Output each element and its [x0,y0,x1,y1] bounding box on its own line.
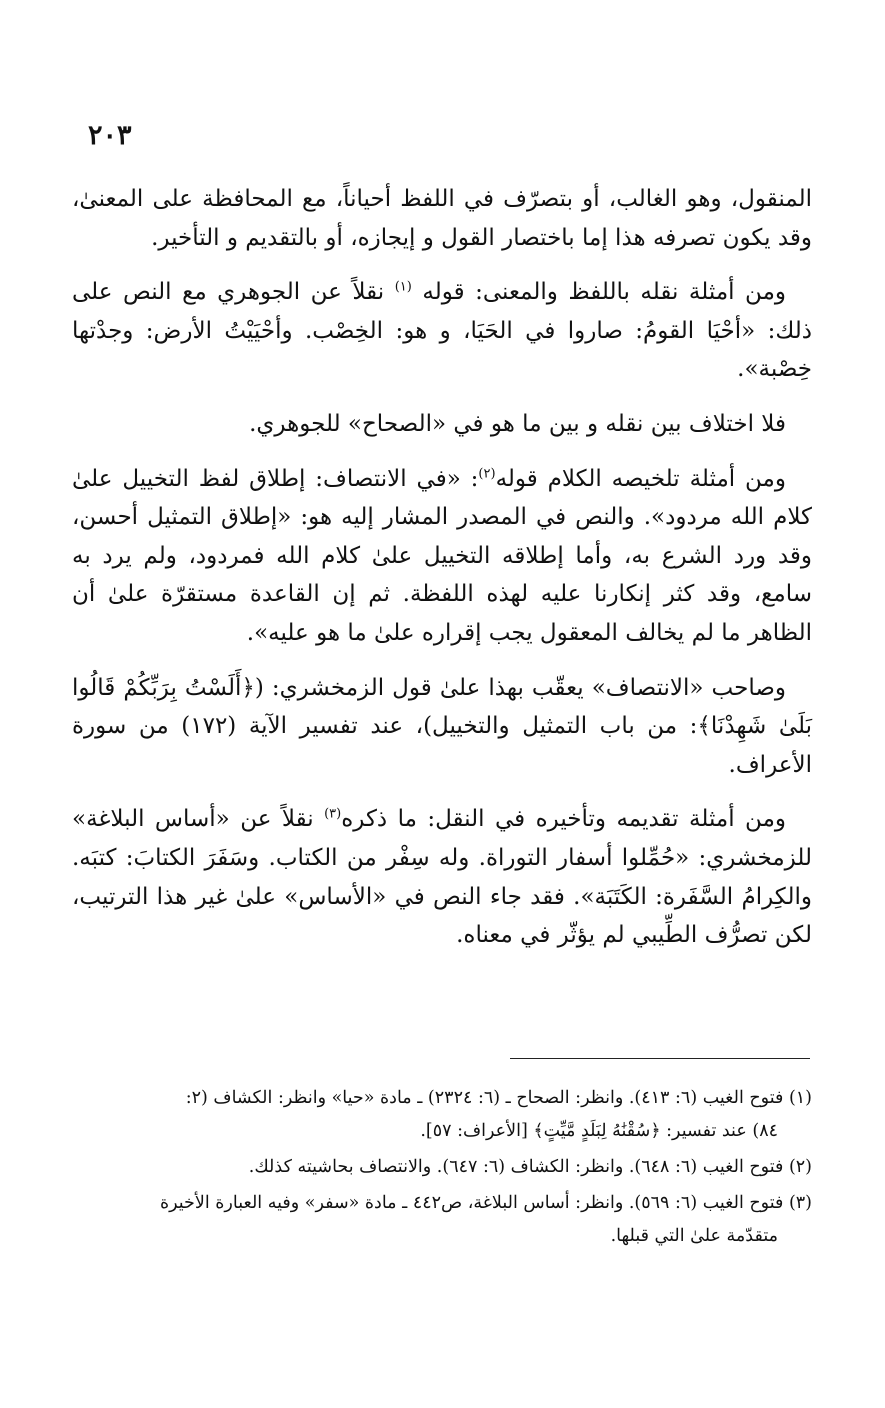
footnote-2 [72,1151,812,1184]
paragraph-5: وصاحب «الانتصاف» يعقّب بهذا علىٰ قول الزمخشري: (﴿أَلَسْتُ بِرَبِّكُمْ قَالُوا بَلَىٰ شَهِدْنَا﴾: من باب التمثيل والتخييل)، عند تفسير الآية (١٧٢) من سورة الأعراف. [72,674,813,778]
paragraph-4 [72,460,812,653]
footnotes [72,1082,812,1256]
note-ref-2: (٢) [478,465,496,481]
paragraph-4-lead: ومن أمثلة تلخيصه الكلام قوله [495,465,786,492]
footnote-3-number: (٣) [788,1193,812,1213]
paragraph-4-rest: : «في الانتصاف: إطلاق لفظ التخييل علىٰ كلام الله مردود». والنص في المصدر المشار إليه هو: «إطلاق التمثيل أحسن، وقد ورد الشرع به، وأما إطلاقه التخييل علىٰ كلام الله فمردود، ولم يرد به سامع، وقد كثر إنكارنا عليه لهذه اللفظة. ثم إن القاعدة مستقرّة علىٰ أن الظاهر ما لم يخالف المعقول يجب إقراره علىٰ ما هو عليه». [72,465,812,646]
footnote-3-continuation: متقدّمة علىٰ التي قبلها. [610,1226,778,1246]
footnote-1 [72,1082,812,1148]
paragraph-6-lead: ومن أمثلة تقديمه وتأخيره في النقل: ما ذكره [341,806,786,833]
paragraph-2-lead: ومن أمثلة نقله باللفظ والمعنى: قوله [422,279,786,306]
footnote-divider [510,1058,810,1059]
paragraph-3: فلا اختلاف بين نقله و بين ما هو في «الصحاح» للجوهري. [249,410,786,437]
note-ref-1: (١) [394,279,412,295]
paragraph-6 [72,800,812,954]
paragraph-6-rest: نقلاً عن «أساس البلاغة» للزمخشري: «حُمِّلوا أسفار التوراة. وله سِفْر من الكتاب. وسَفَرَ الكتابَ: كتبَه. والكِرامُ السَّفَرة: الكَتَبَة». فقد جاء النص في «الأساس» علىٰ غير هذا الترتيب، لكن تصرُّف الطِّيبي لم يؤثّر في معناه. [72,806,812,949]
footnote-2-text: فتوح الغيب (٦: ٦٤٨). وانظر: الكشاف (٦: ٦٤٧). والانتصاف بحاشيته كذلك. [248,1157,784,1177]
footnote-1-text: فتوح الغيب (٦: ٤١٣). وانظر: الصحاح ـ (٦: ٢٣٢٤) ـ مادة «حيا» وانظر: الكشاف (٢: [185,1088,784,1108]
main-text [72,180,812,971]
footnote-1-continuation: ٨٤) عند تفسير: ﴿سُقْنَٰهُ لِبَلَدٍ مَّيِّتٍ﴾ [الأعراف: ٥٧]. [420,1121,778,1141]
footnote-3 [72,1187,812,1253]
paragraph-1: المنقول، وهو الغالب، أو بتصرّف في اللفظ أحياناً، مع المحافظة على المعنىٰ، وقد يكون تصرفه هذا إما باختصار القول و إيجازه، أو بالتقديم و التأخير. [72,186,812,251]
paragraph-2 [72,273,812,389]
page-number: ٢٠٣ [88,120,132,151]
footnote-1-number: (١) [788,1088,812,1108]
footnote-2-number: (٢) [788,1157,812,1177]
footnote-3-text: فتوح الغيب (٦: ٥٦٩). وانظر: أساس البلاغة، ص٤٤٢ ـ مادة «سفر» وفيه العبارة الأخيرة [159,1193,784,1213]
paragraph-2-rest: نقلاً عن الجوهري مع النص على ذلك: «أحْيَا القومُ: صاروا في الحَيَا، و هو: الخِصْب. وأحْيَيْتُ الأرض: وجدْتها خِصْبة». [72,279,812,383]
note-ref-3: (٣) [324,806,342,822]
